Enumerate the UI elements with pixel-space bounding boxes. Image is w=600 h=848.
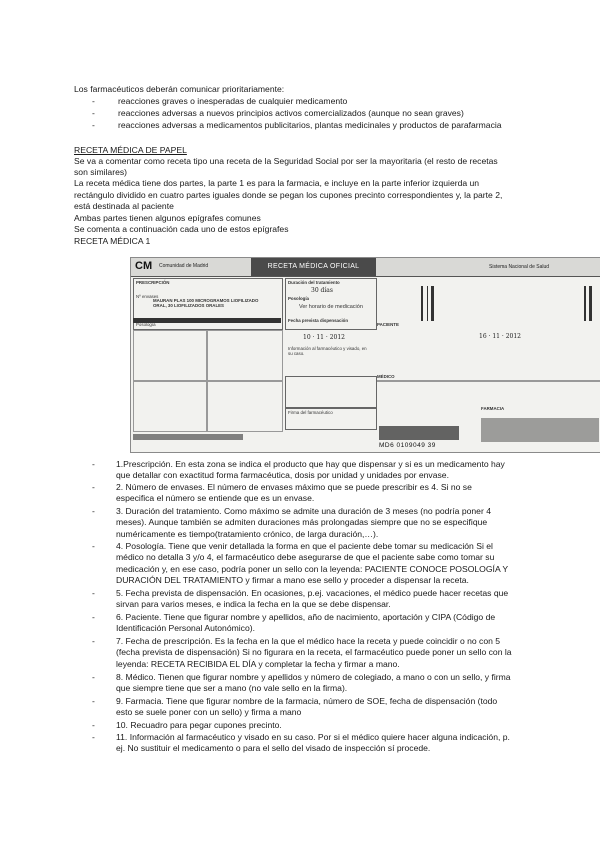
doctor-divider <box>377 380 600 382</box>
posology-label: Posología <box>288 296 309 301</box>
dispense-mode-box <box>285 376 377 408</box>
dispense-date: 10 · 11 · 2012 <box>303 334 345 341</box>
prescription-header <box>131 258 600 277</box>
intro-list-item: - reacciones graves o inesperadas de cualquier medicamento <box>92 96 348 106</box>
doctor-label: MÉDICO <box>377 374 395 379</box>
epigraph-item: - 4. Posología. Tiene que venir detallada la forma en que el paciente debe tomar su medicación Si el médico no detalla 3 y/o 4, el farmacéutico debe asegurarse de que el paciente sabe como tomar su medicación y, en ese caso, podría poner un sello con la leyenda: PACIENTE CONOCE POSOLOGÍA Y DURACIÓN DEL TRATAMIENTO y firmar a mano ese sello y proceder a dispensar la receta. <box>92 541 509 586</box>
posology-label-left: Posología <box>136 322 156 327</box>
paragraph-line: rectángulo dividido en cuatro partes iguales donde se pegan los cupones precinto correspondientes y, la parte 2, <box>74 190 503 200</box>
intro-text: Los farmacéuticos deberán comunicar prioritariamente: <box>74 84 285 94</box>
envases-label: Nº envases <box>136 294 159 299</box>
pharmacist-signature-label: Firma del farmacéutico <box>288 410 333 415</box>
paragraph-line: Ambas partes tienen algunos epígrafes comunes <box>74 213 261 223</box>
bottom-strip <box>133 434 243 440</box>
barcode-line <box>421 286 423 321</box>
epigraph-item: - 11. Información al farmacéutico y visado en su caso. Por si el médico quiere hacer alguna indicación, p. ej. No sustituir el medicamento o para el sello del visado de inspección sí procede. <box>92 732 510 754</box>
pharmacist-info-label: Información al farmacéutico y visado, en su caso. <box>288 346 367 357</box>
prescription-scan <box>130 257 600 453</box>
epigraph-item: - 8. Médico. Tienen que figurar nombre y apellidos y número de colegiado, a mano o con un sello, y firma que siempre tiene que ser a mano (no vale sello en la firma). <box>92 672 511 694</box>
paragraph-line: Se va a comentar como receta tipo una receta de la Seguridad Social por ser la mayoritaria (el resto de recetas <box>74 156 498 166</box>
prescription-title: RECETA MÉDICA OFICIAL <box>251 258 376 276</box>
schedule-value: Ver horario de medicación <box>299 304 363 310</box>
community-name: Comunidad de Madrid <box>159 263 209 269</box>
drug-name: MAURAN PLAS 100 MICROGRAMOS LIOFILIZADO ORAL, 30 LIOFILIZADOS ORALES <box>153 298 259 309</box>
section-title: RECETA MÉDICA DE PAPEL <box>74 145 187 155</box>
coupon-divider <box>133 380 283 382</box>
pharmacy-box-label: FARMACIA <box>481 406 505 411</box>
paragraph-line: está destinada al paciente <box>74 201 174 211</box>
epigraph-item: - 1.Prescripción. En esta zona se indica el producto que hay que dispensar y si es un medicamento hay que detallar con exactitud forma farmacéutica, dosis por unidad y unidades por envase. <box>92 459 505 481</box>
code-barcode <box>379 426 459 440</box>
barcode-line <box>584 286 586 321</box>
epigraph-item: - 6. Paciente. Tiene que figurar nombre y apellidos, año de nacimiento, aportación y CIPA (Código de Identificación Personal Autonómico). <box>92 612 496 634</box>
intro-list-item: - reacciones adversas a nuevos principios activos comercializados (aunque no sean graves) <box>92 108 464 118</box>
duration-value: 30 días <box>311 287 333 294</box>
paragraph-line: RECETA MÉDICA 1 <box>74 236 151 246</box>
paragraph-line: son similares) <box>74 167 128 177</box>
barcode-line <box>431 286 434 321</box>
fine-print-block <box>481 418 599 442</box>
prescription-date: 16 · 11 · 2012 <box>479 333 521 340</box>
intro-list-item: - reacciones adversas a medicamentos publicitarios, plantas medicinales y productos de parafarmacia <box>92 120 502 130</box>
epigraph-item: - 7. Fecha de prescripción. Es la fecha en la que el médico hace la receta y puede coincidir o no con 5 (fecha prevista de dispensación) Si no figurara en la receta, el farmacéutico puede poner un sello con la leyenda: RECETA RECIBIDA EL DÍA y completar la fecha y firmar a mano. <box>92 636 512 669</box>
epigraph-item: - 2. Número de envases. El número de envases máximo que se puede prescribir es 4. Si no se especifica el número se entiende que es un envase. <box>92 482 472 504</box>
epigraph-item: - 3. Duración del tratamiento. Como máximo se admite una duración de 3 meses (no podría poner 4 meses). Aunque también se admiten duraciones más prolongadas siempre que no se especifique numéricamente es tiempo(tratamiento crónico, de larga duración,…). <box>92 506 491 539</box>
epigraph-item: - 5. Fecha prevista de dispensación. En ocasiones, p.ej. vacaciones, el médico puede hacer recetas que sirvan para varios meses, e indica la fecha en la que se debe dispensar. <box>92 588 509 610</box>
barcode-line <box>589 286 592 321</box>
prescription-code: MD6 0109049 39 <box>379 442 436 449</box>
epigraph-item: - 9. Farmacia. Tiene que figurar nombre de la farmacia, número de SOE, fecha de dispensación (todo esto se suele poner con un sello) y firma a mano <box>92 696 498 718</box>
epigraph-item: - 10. Recuadro para pegar cupones precinto. <box>92 720 282 730</box>
dispense-date-label: Fecha prevista dispensación <box>288 318 349 323</box>
prescription-label: PRESCRIPCIÓN <box>136 280 170 285</box>
paragraph-line: Se comenta a continuación cada uno de estos epígrafes <box>74 224 289 234</box>
patient-label: PACIENTE <box>377 322 399 327</box>
duration-label: Duración del tratamiento <box>288 280 340 285</box>
community-logo: CM <box>135 260 153 272</box>
barcode-line <box>427 286 428 321</box>
health-system-name: Sistema Nacional de Salud <box>489 264 550 270</box>
paragraph-line: La receta médica tiene dos partes, la parte 1 es para la farmacia, e incluye en la parte inferior izquierda un <box>74 178 480 188</box>
